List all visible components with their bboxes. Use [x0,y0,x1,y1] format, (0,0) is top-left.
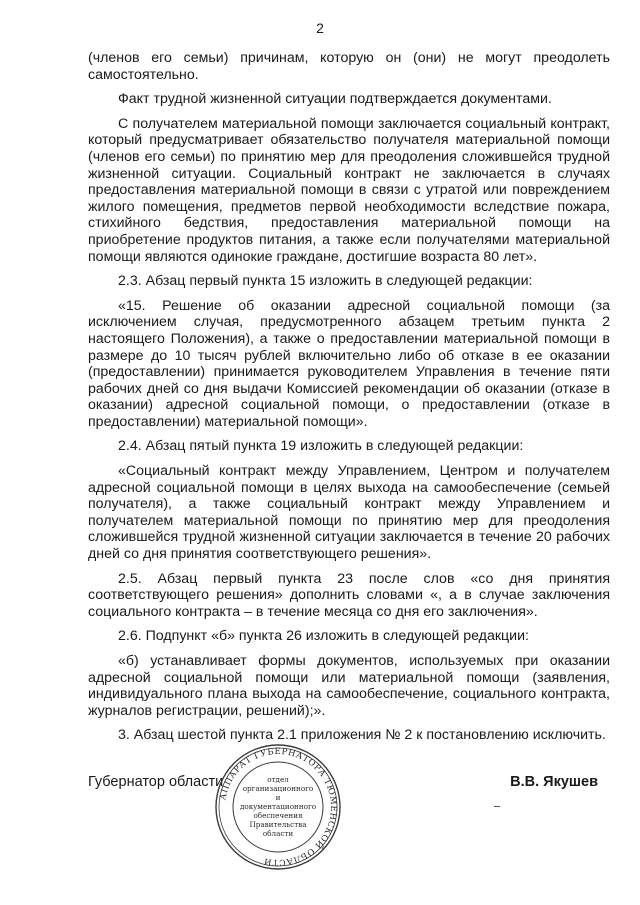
stamp-line: Правительства [249,820,307,829]
paragraph-item-2-5: 2.5. Абзац первый пункта 23 после слов «со дня принятия соответствующего решения» дополнить словами «, а в случае заключения социального контракта – в течение месяца со дня его заключения». [88,570,610,620]
signatory-name: В.В. Якушев [510,774,598,790]
paragraph-item-2-4: 2.4. Абзац пятый пункта 19 изложить в следующей редакции: [118,438,524,455]
document-body [88,50,610,752]
stamp-ring-text: АППАРАТ ГУБЕРНАТОРА ТЮМЕНСКОЙ ОБЛАСТИ [218,746,339,868]
paragraph-item-2-3: 2.3. Абзац первый пункта 15 изложить в следующей редакции: [118,273,533,290]
paragraph-clause-19: «Социальный контракт между Управлением, Центром и получателем адресной социальной помощи в целях выхода на самообеспечение (семьей получателя), а также социальный контракт между Управлением и получателем материальной помощи по принятию мер для преодоления сложившейся трудной жизненной ситуации заключается в течение 20 рабочих дней со дня принятия соответствующего решения». [88,463,610,563]
paragraph-item-3: 3. Абзац шестой пункта 2.1 приложения № 2 к постановлению исключить. [118,727,606,744]
paragraph-item-2-6: 2.6. Подпункт «б» пункта 26 изложить в следующей редакции: [118,628,529,645]
signatory-position: Губернатор области [88,774,224,790]
stamp-line: отдел [267,775,289,784]
paragraph-clause-15: «15. Решение об оказании адресной социальной помощи (за исключением случая, предусмотренного абзацем третьим пункта 2 настоящего Положения), а также о предоставлении материальной помощи в размере до 10 тысяч рублей включительно либо об отказе в ее оказании (предоставлении) принимается руководителем Управления в течение пяти рабочих дней со дня выдачи Комиссией рекомендации об оказании (отказе в оказании) адресной социальной помощи, о предоставлении (отказе в предоставлении) материальной помощи». [88,297,610,430]
stamp-line: организационного [242,784,314,793]
signature-mark [494,806,500,807]
signature-block [88,774,610,794]
paragraph-fact: Факт трудной жизненной ситуации подтверждается документами. [118,91,552,108]
paragraph-continuation: (членов его семьи) причинам, которую он (они) не могут преодолеть самостоятельно. [88,50,610,83]
stamp-line: документационного [239,802,317,811]
stamp-line: области [262,829,294,838]
stamp-line: обеспечения [253,811,303,820]
paragraph-social-contract: С получателем материальной помощи заключается социальный контракт, который предусматривает обязательство получателя материальной помощи (членов его семьи) по принятию мер для преодоления сложившейся трудной жизненной ситуации. Социальный контракт не заключается в случаях предоставления материальной помощи в связи с утратой или повреждением жилого помещения, предметов первой необходимости вследствие пожара, стихийного бедствия, предоставления материальной помощи на приобретение продуктов питания, а также если получателями материальной помощи являются одинокие граждане, достигшие возраста 80 лет». [88,115,610,265]
page-number: 2 [316,20,324,36]
official-stamp [213,742,343,872]
stamp-line: и [275,793,281,802]
paragraph-subclause-b: «б) устанавливает формы документов, используемых при оказании адресной социальной помощи или материальной помощи (заявления, индивидуального плана выхода на самообеспечение, социального контракта, журналов регистрации, решений);». [88,653,610,719]
